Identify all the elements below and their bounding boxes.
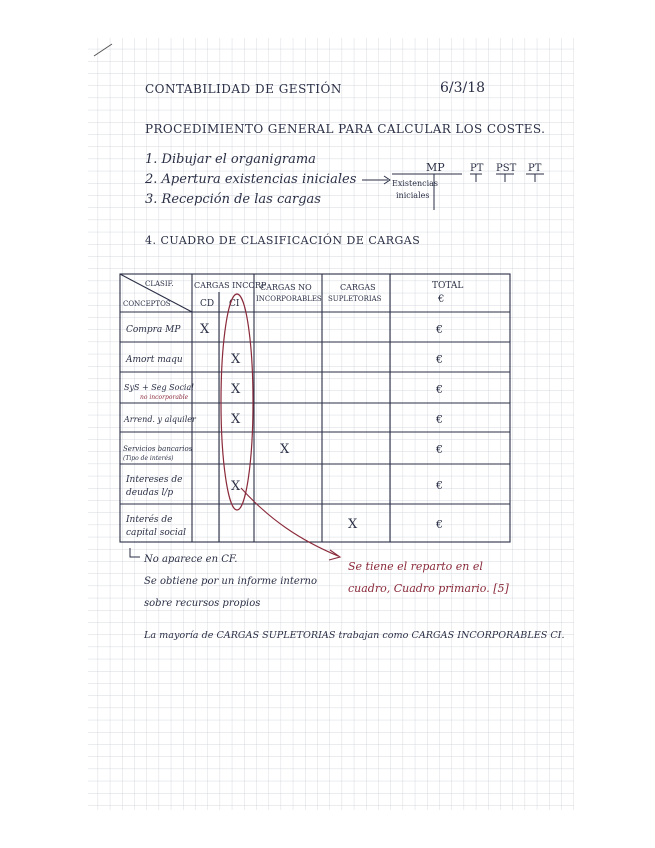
red-note-2: cuadro, Cuadro primario. [5] [348,582,509,595]
header-supletorias-2: SUPLETORIAS [328,295,382,303]
row-mark: X [231,412,241,427]
row-total: € [436,323,443,336]
row-mark: X [231,352,241,367]
row-concept-sub: (Tipo de interés) [123,455,174,462]
row-mark: X [231,382,241,397]
row-concept: Intereses de [126,475,183,485]
row-concept: Amort maqu [126,355,183,365]
diagram-existencias: Existencias [392,179,439,188]
page-title: CONTABILIDAD DE GESTIÓN [145,82,342,96]
diagram-mp: MP [426,161,445,174]
diagram-pt: PT [470,163,484,174]
step-1: 1. Dibujar el organigrama [145,152,316,167]
header-no-incorp-2: INCORPORABLES [256,295,322,303]
row-concept-sub: no incorporable [140,394,189,401]
row-total: € [436,479,443,492]
red-note-1: Se tiene el reparto en el [348,560,483,573]
row-concept-sub: capital social [126,528,186,538]
row-total: € [436,353,443,366]
row-concept: Compra MP [126,325,181,335]
row-mark: X [280,442,290,457]
note-2: Se obtiene por un informe interno [144,576,318,587]
row-mark: X [348,517,358,532]
row-total: € [436,518,443,531]
note-3: sobre recursos propios [144,598,261,609]
step-2: 2. Apertura existencias iniciales [145,172,357,187]
header-cargas-incorp: CARGAS INCORP [194,281,267,290]
header-supletorias-1: CARGAS [340,283,376,292]
header-total: TOTAL [432,281,464,291]
row-concept-sub: deudas l/p [126,488,174,498]
corner-clasif: CLASIF. [145,280,174,288]
diagram-pst: PST [496,163,517,174]
header-no-incorp-1: CARGAS NO [260,283,312,292]
step-3: 3. Recepción de las cargas [145,192,321,207]
step-4-title: 4. CUADRO DE CLASIFICACIÓN DE CARGAS [145,234,421,247]
row-total: € [436,383,443,396]
conclusion: La mayoría de CARGAS SUPLETORIAS trabajan como CARGAS INCORPORABLES CI. [144,630,565,641]
row-mark: X [200,322,210,337]
row-mark: X [231,479,241,494]
section-title: PROCEDIMIENTO GENERAL PARA CALCULAR LOS COSTES. [145,122,546,136]
row-concept: Interés de [126,515,173,525]
page-date: 6/3/18 [440,80,486,96]
row-concept: Servicios bancarios [123,445,193,453]
row-total: € [436,443,443,456]
header-cd: CD [200,299,215,309]
diagram-iniciales: iniciales [396,191,430,200]
row-total: € [436,413,443,426]
row-concept: Arrend. y alquiler [124,415,196,424]
header-total-eur: € [438,294,445,305]
row-concept: SyS + Seg Social [124,383,194,392]
diagram-pt2: PT [528,163,542,174]
note-1: No aparece en CF. [144,554,238,565]
corner-conceptos: CONCEPTOS [123,300,171,308]
header-ci: CI [229,299,240,309]
